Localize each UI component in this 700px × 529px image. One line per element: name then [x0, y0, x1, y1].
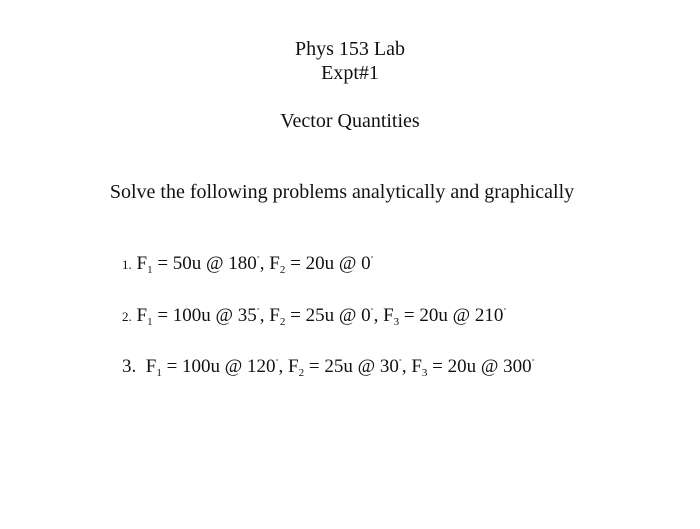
force-angle: 30: [379, 356, 399, 377]
force-subscript: 3: [421, 367, 428, 379]
separator: ,: [401, 356, 407, 377]
degree-symbol: ˚: [370, 307, 374, 317]
problem-1: [122, 252, 374, 277]
at-sign: @: [215, 305, 234, 326]
equals-sign: =: [157, 253, 169, 274]
degree-symbol: ˚: [503, 307, 507, 317]
force-subscript: 2: [279, 316, 286, 328]
topic-title: Vector Quantities: [280, 110, 420, 132]
force-subscript: 2: [298, 367, 305, 379]
force-angle: 210: [474, 305, 504, 326]
force-angle: 120: [247, 356, 276, 377]
experiment-label: Expt#1: [321, 62, 379, 84]
force-label: F: [411, 356, 422, 377]
degree-symbol: ˚: [275, 358, 279, 368]
force-label: F: [269, 305, 280, 326]
force-magnitude: 25u: [305, 305, 335, 326]
degree-symbol: ˚: [370, 255, 374, 265]
equals-sign: =: [157, 305, 169, 326]
force-label: F: [288, 356, 299, 377]
separator: ,: [373, 305, 379, 326]
force-label: F: [145, 356, 157, 377]
force-magnitude: 50u: [172, 253, 202, 274]
problem-number: 1.: [122, 257, 132, 272]
separator: ,: [259, 253, 265, 274]
equals-sign: =: [166, 356, 178, 377]
at-sign: @: [224, 356, 243, 377]
at-sign: @: [452, 305, 471, 326]
force-subscript: 2: [279, 264, 286, 276]
force-magnitude: 20u: [305, 253, 335, 274]
force-label: F: [136, 253, 148, 274]
degree-symbol: ˚: [256, 307, 260, 317]
problem-number: 2.: [122, 309, 132, 324]
force-label: F: [136, 305, 148, 326]
at-sign: @: [338, 305, 357, 326]
problem-3: [122, 355, 535, 379]
force-angle: 180: [228, 253, 257, 274]
at-sign: @: [480, 356, 499, 377]
force-label: F: [269, 253, 280, 274]
at-sign: @: [357, 356, 376, 377]
equals-sign: =: [403, 305, 415, 326]
separator: ,: [259, 305, 265, 326]
equals-sign: =: [290, 253, 301, 274]
force-label: F: [383, 305, 394, 326]
degree-symbol: ˚: [256, 255, 260, 265]
problem-number: 3.: [122, 356, 137, 377]
force-subscript: 1: [147, 264, 153, 276]
force-subscript: 1: [147, 316, 153, 328]
force-angle: 0: [361, 305, 371, 326]
degree-symbol: ˚: [398, 358, 402, 368]
at-sign: @: [338, 253, 357, 274]
force-angle: 35: [237, 305, 257, 326]
problem-2: [122, 304, 506, 329]
force-magnitude: 20u: [419, 305, 448, 326]
equals-sign: =: [308, 356, 320, 377]
force-magnitude: 25u: [324, 356, 353, 377]
force-magnitude: 100u: [182, 356, 221, 377]
degree-symbol: ˚: [531, 358, 535, 368]
force-subscript: 1: [156, 367, 162, 379]
force-angle: 300: [503, 356, 532, 377]
force-magnitude: 20u: [447, 356, 477, 377]
at-sign: @: [206, 253, 224, 274]
force-subscript: 3: [393, 316, 400, 328]
force-angle: 0: [361, 253, 371, 274]
separator: ,: [278, 356, 284, 377]
equals-sign: =: [432, 356, 443, 377]
force-magnitude: 100u: [172, 305, 211, 326]
course-title: Phys 153 Lab: [295, 38, 405, 60]
equals-sign: =: [290, 305, 301, 326]
instruction-text: Solve the following problems analytically and graphically: [109, 181, 575, 203]
